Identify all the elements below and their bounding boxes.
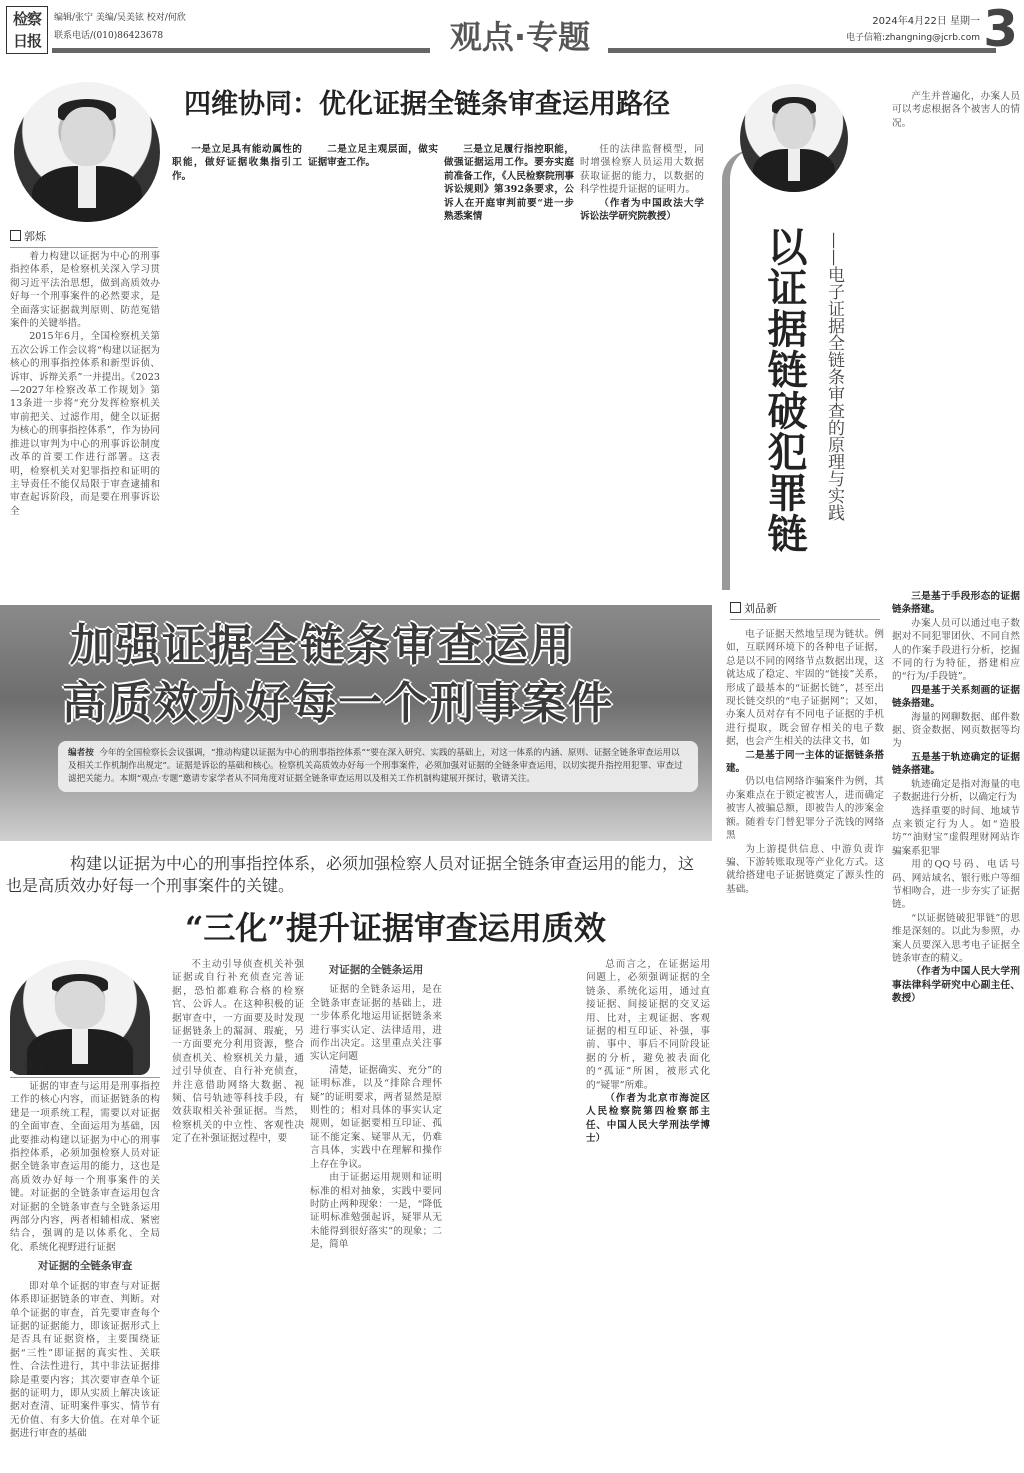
article3-column-2: 不主动引导侦查机关补强证据或自行补充侦查完善证据，恐怕都难称合格的检察官、公诉人。在这种积极的证据审查中，一方面要及时发现证据链条上的漏洞、瑕疵，另一方面要充分利用资源，整合侦查机关、检察机关力量，通过引导侦查、自行补充侦查，并注意借助网络大数据、视频、信号轨迹等科技手段，有效获取相关补强证据。当然，检察机关的中立性、客观性决定了在补强证据过程中，要 [172,959,304,1145]
article3-byline: 李刚 [10,1058,160,1078]
newspaper-logo: 检察日报 [6,6,48,54]
editor-note-label: 编者按 [68,748,94,758]
editor-note-box [58,741,698,792]
article3-column-5: 总而言之，在证据运用问题上，必须强调证据的全链条、系统化运用，通过直接证据、间接证据的交叉运用、比对，主观证据、客观证据的相互印证、补强，事前、事中、事后不同阶段证据的分析，避免被表面化的“孤证”所困，被形式化的“疑罪”所难。 （作者为北京市海淀区人民检察院第四检察部主任、中国人民大学刑法学博士） [586,959,710,1145]
article1-byline: 郭烁 [10,228,158,248]
article3-column-3: 对证据的全链条运用 证据的全链条运用，是在全链条审查证据的基础上，进一步体系化地运用证据链条来进行事实认定、法律适用，进而作出决定。这里重点关注事实认定问题 清楚，证据确实、充分”的证明标准，以及“排除合理怀疑”的证明要求，两者显然是原则性的；相对具体的事实认定规则，如证据要相互印证、孤证不能定案、疑罪从无，仍难言具体，实践中在理解和操作上存在争议。 由于证据运用规则和证明标准的相对抽象，实践中要同时防止两种现象：一是，“降低证明标准勉强起诉，疑罪从无未能得到很好落实”的现象；二是，简单 [310,964,442,1251]
lead-paragraph: 构建以证据为中心的刑事指控体系，必须加强检察人员对证据全链条审查运用的能力，这也是高质效办好每一个刑事案件的关键。 [6,854,695,895]
article2-column-left: 电子证据天然地呈现为链状。例如，互联网环境下的各种电子证据，总是以不同的网络节点数据出现，这就达成了稳定、牢固的“链接”关系，形成了最基本的“证据长链”，甚至出现长链交织的“电子证据网”；又如，办案人员对存有不同电子证据的手机进行提取，既会留存相关的电子数据，也会产生相关的法律文书，如 二是基于同一主体的证据链条搭建。 仍以电信网络诈骗案件为例，其办案难点在于锁定被害人，进而确定被害人被骗总额，即被告人的涉案金额。随着专门替犯罪分子洗钱的网络黑 为上游提供信息、中游负责诈骗、下游转账取现等产业化方式。这就给搭建电子证据链奠定了源头性的基础。 [726,629,884,895]
editor-email: 电子信箱:zhangning@jcrb.com [846,33,980,43]
contact-phone: 联系电话/(010)86423678 [54,31,164,41]
article1-title: 四维协同：优化证据全链条审查运用路径 [184,89,670,120]
article2-subtitle: ——电子证据全链条审查的原理与实践 [824,232,844,521]
article2-byline: 刘品新 [730,600,880,620]
article2-title: 以证据链破犯罪链 [761,226,808,554]
author-photo-guo-shuo [14,82,160,222]
banner-headline-line1: 加强证据全链条审查运用 [70,620,576,671]
author-photo-liu-pinxin [740,84,848,192]
editors-credit: 编辑/张宁 美编/吴美铉 校对/何欣 [54,13,186,23]
article2-column-top: 产生并普遍化，办案人员可以考虑根据各个被害人的情况。 [892,91,1020,129]
page-number: 3 [983,0,1018,58]
article3-column-1: 证据的审查与运用是刑事指控工作的核心内容，而证据链条的构建是一项系统工程，需要以对证据的全面审查、全面运用为基础，因此要推动构建以证据为中心的刑事指控体系，必须加强检察人员对证据全链条审查运用的能力，这也是高质效办好每一个刑事案件的关键。对证据的全链条审查运用包含对证据的全链条审查与全链条运用两部分内容，两者相辅相成、紧密结合，强调的是以体系化、全局化、系统化视野进行证据 对证据的全链条审查 即对单个证据的审查与对证据体系即证据链条的审查、判断。对单个证据的审查，首先要审查每个证据的证据能力，即该证据形式上是否具有证据资格，主要围绕证据“三性”即证据的真实性、关联性、合法性进行，其中非法证据排除是重要内容；其次要审查单个证据的证明力，即从实质上解决该证据对查清、证明案件事实、情节有无价值、有多大价值。在对单个证据进行审查的基础 [10,1081,160,1440]
topic-banner [0,605,712,841]
article1-column-5: 任的法律监督模型，同时增强检察人员运用大数据获取证据的能力，以数据的科学性提升证据的证明力。 （作者为中国政法大学诉讼法学研究院教授） [580,144,704,223]
article1-column-2: 一是立足具有能动属性的职能，做好证据收集指引工作。 [172,144,302,182]
editor-note-text: 今年的全国检察长会议强调，“推动构建以证据为中心的刑事指控体系”“要在深入研究、实践的基础上，对这一体系的内涵、原则、证据全链条审查运用以及相关工作机制作出规定”。证据是诉讼的基础和核心。检察机关高质效办好每一个刑事案件，必须加强对证据的全链条审查运用，以切实提升指控用犯罪、审查过滤把关能力。本期“观点·专题”邀请专家学者从不同角度对证据全链条审查运用以及相关工作机制构建展开探讨，敬请关注。 [68,748,683,784]
article1-column-4: 三是立足履行指控职能，做强证据运用工作。要夯实庭前准备工作，《人民检察院刑事诉讼规则》第392条要求，公诉人在开庭审判前要“进一步熟悉案情 [444,144,574,223]
article1-column-1: 着力构建以证据为中心的刑事指控体系，是检察机关深入学习贯彻习近平法治思想，做到高质效办好每一个刑事案件的必然要求，是全面落实证据裁判原则、防范冤错案件的关键举措。 2015年6月，全国检察机关第五次公诉工作会议将“构建以证据为核心的刑事指控体系和新型诉侦、诉审、诉辩关系”一并提出。《2023—2027年检察改革工作规划》第13条进一步将“充分发挥检察机关审前把关、过滤作用，健全以证据为核心的刑事指控体系”，作为协同推进以审判为中心的刑事诉讼制度改革的首要工作进行部署。这表明，检察机关对犯罪指控和证明的主导责任不能仅局限于审查逮捕和审查起诉阶段，而是要在刑事诉讼全 [10,251,160,517]
section-title: 观点·专题 [449,18,591,56]
banner-headline-line2: 高质效办好每一个刑事案件 [62,678,614,729]
header-rule-left [52,48,430,53]
article3-title: “三化”提升证据审查运用质效 [185,909,606,947]
header-rule-right [608,48,996,53]
article2-column-right: 三是基于手段形态的证据链条搭建。 办案人员可以通过电子数据对不同犯罪团伙、不同自然人的作案手段进行分析，挖掘不同的行为特征，搭建相应的“行为/手段链”。 四是基于关系刻画的证据链条搭建。 海量的网聊数据、邮件数据、资金数据、网页数据等均为 五是基于轨迹确定的证据链条搭建。 轨迹确定是指对海量的电子数据进行分析，以确定行为 选择重要的时间、地域节点来锁定行为人。如“造股坊”“油财宝”虚假理财网站诈骗案系犯罪 用的QQ号码、电话号码、网站域名、银行账户等细节相吻合，进一步夯实了证据链。 “以证据链破犯罪链”的思维是深刻的。以此为参照，办案人员要深入思考电子证据全链条审查的精义。 （作者为中国人民大学刑事法律科学研究中心副主任、教授） [892,591,1020,1005]
issue-date: 2024年4月22日 星期一 [872,16,980,27]
article1-column-3: 二是立足主观层面，做实证据审查工作。 [308,144,438,169]
article3-column-4 [448,958,580,1468]
decorative-curve [722,150,752,590]
